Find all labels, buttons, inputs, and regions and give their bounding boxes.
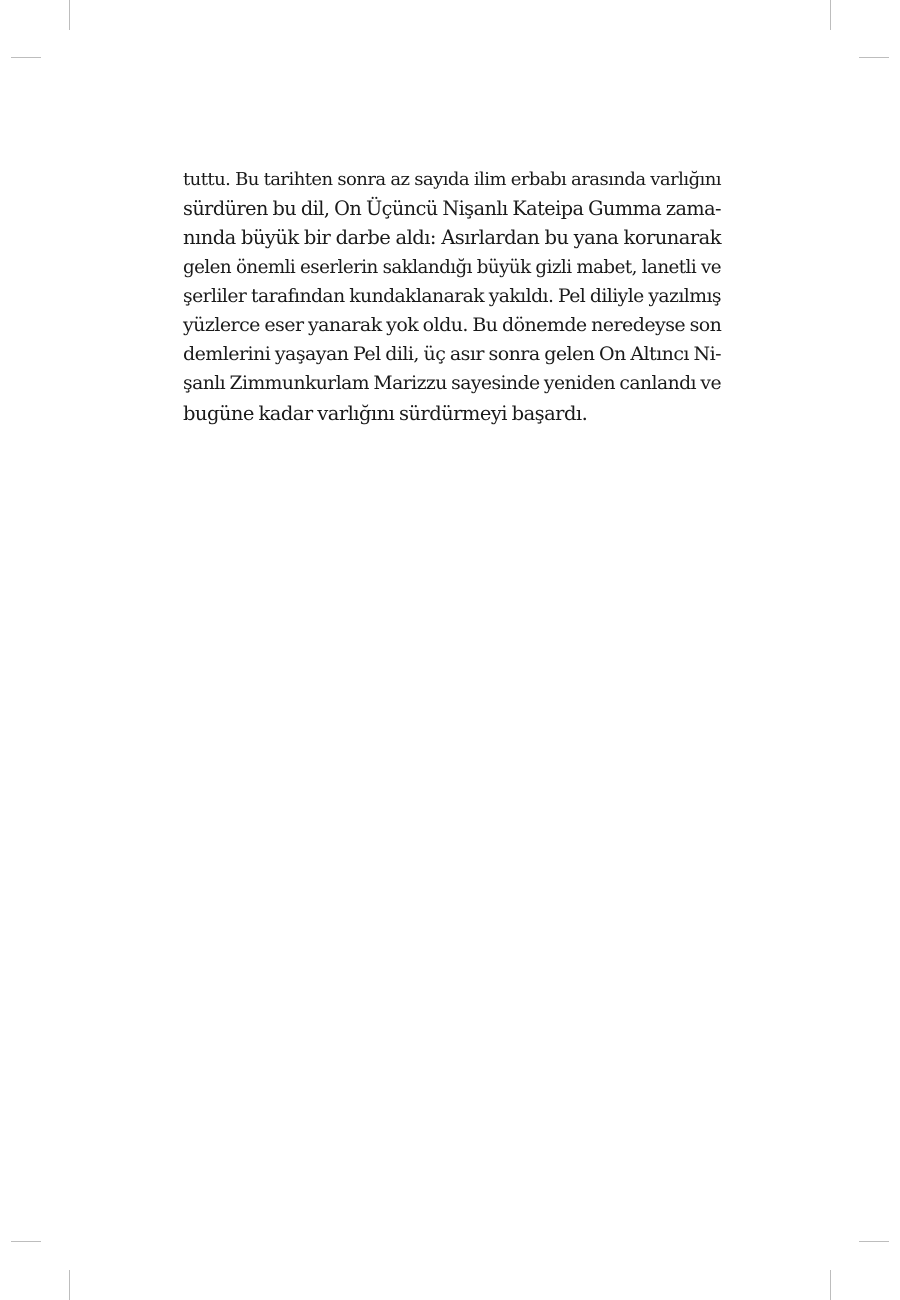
text-line: bugüne kadar varlığını sürdürmeyi başardı. — [183, 401, 588, 425]
crop-mark-bottom-right-horizontal — [859, 1241, 889, 1242]
text-line: sürdüren bu dil, On Üçüncü Nişanlı Kateipa Gumma zama- — [183, 197, 721, 221]
text-line: şanlı Zimmunkurlam Marizzu sayesinde yeniden canlandı ve — [183, 373, 722, 395]
text-line: tuttu. Bu tarihten sonra az sayıda ilim erbabı arasında varlığını — [183, 169, 721, 190]
body-paragraph — [183, 165, 721, 428]
crop-mark-top-right-horizontal — [859, 57, 889, 58]
text-line: yüzlerce eser yanarak yok oldu. Bu dönemde neredeyse son — [183, 313, 722, 336]
text-line: gelen önemli eserlerin saklandığı büyük gizli mabet, lanetli ve — [183, 256, 721, 278]
crop-mark-top-right-vertical — [830, 0, 831, 30]
crop-mark-bottom-right-vertical — [830, 1270, 831, 1300]
text-line: şerliler tarafından kundaklanarak yakıldı. Pel diliyle yazılmış — [183, 285, 721, 307]
text-line: nında büyük bir darbe aldı: Asırlardan bu yana korunarak — [183, 226, 721, 250]
text-line: demlerini yaşayan Pel dili, üç asır sonra gelen On Altıncı Ni- — [183, 343, 721, 366]
crop-mark-top-left-vertical — [69, 0, 70, 30]
crop-mark-bottom-left-vertical — [69, 1270, 70, 1300]
crop-mark-bottom-left-horizontal — [11, 1241, 41, 1242]
crop-mark-top-left-horizontal — [11, 57, 41, 58]
